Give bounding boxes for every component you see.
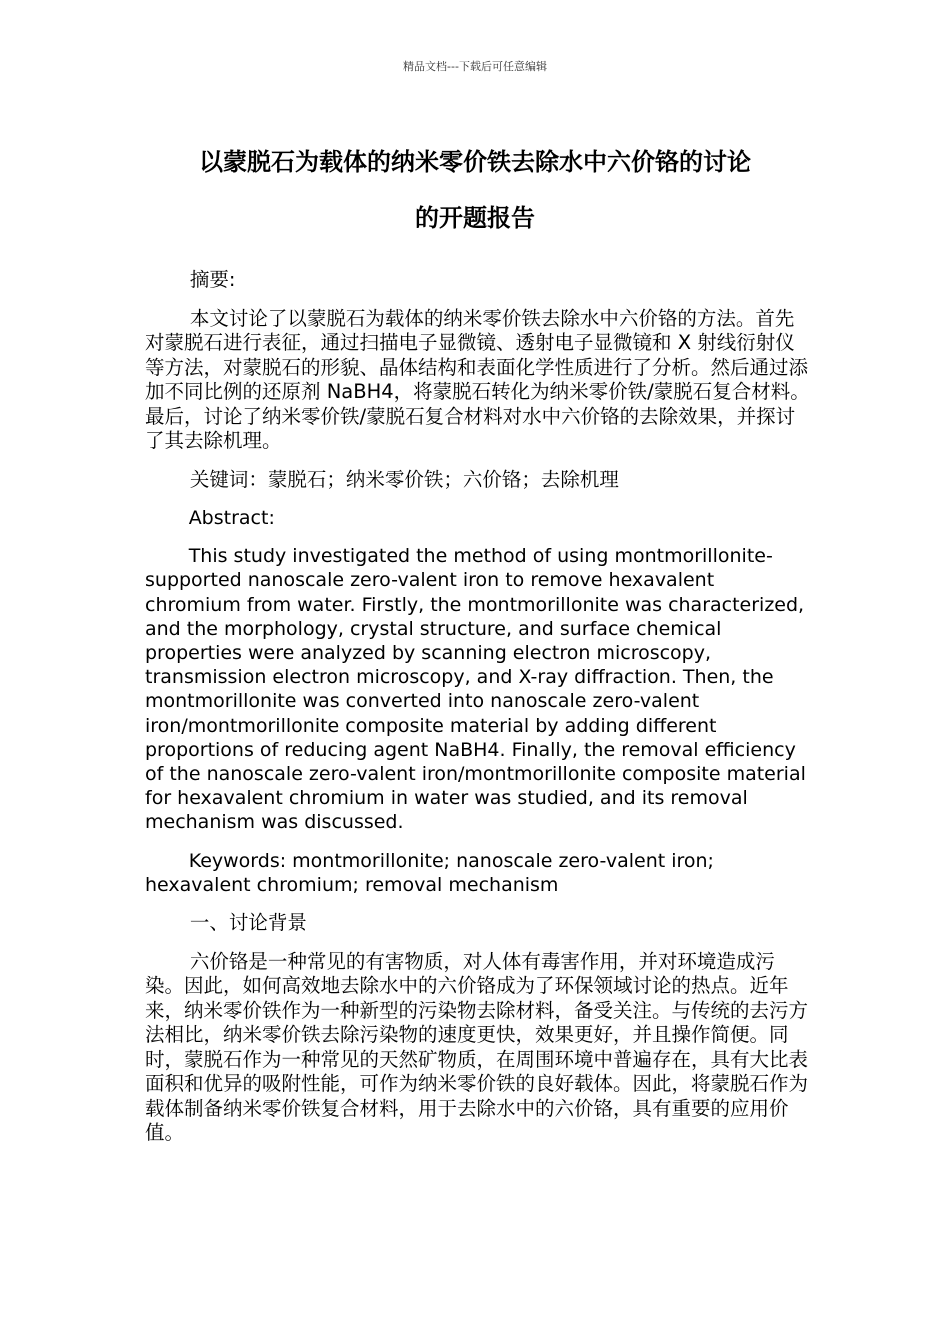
title-line-1: 以蒙脱石为载体的纳米零价铁去除水中六价铬的讨论 (199, 148, 751, 176)
section-1-heading: 一、讨论背景 (189, 911, 307, 935)
abstract-en-heading: Abstract: (188, 507, 275, 529)
document-title (140, 134, 810, 246)
page-header: 精品文档---下载后可任意编辑 (403, 60, 547, 73)
keywords-cn: 关键词：蒙脱石；纳米零价铁；六价铬；去除机理 (189, 467, 619, 491)
document-body (145, 268, 810, 1160)
keywords-en: Keywords: montmorillonite; nanoscale zero-valent iron; hexavalent chromium; removal mechanism (145, 849, 714, 896)
abstract-cn-heading: 摘要: (189, 268, 236, 291)
abstract-en-body: This study investigated the method of using montmorillonite-supported nanoscale zero-valent iron to remove hexavalent chromium from water. Firstly, the montmorillonite was characterized, and the morphology, crystal structure, and surface chemical properties were analyzed by scanning electron microscopy, transmission electron microscopy, and X-ray diffraction. Then, the montmorillonite was converted into nanoscale zero-valent iron/montmorillonite composite material by adding different proportions of reducing agent NaBH4. Finally, the removal efficiency of the nanoscale zero-valent iron/montmorillonite composite material for hexavalent chromium in water was studied, and its removal mechanism was discussed. (145, 545, 806, 834)
title-line-2: 的开题报告 (415, 204, 535, 232)
section-1-body: 六价铬是一种常见的有害物质，对人体有毒害作用，并对环境造成污染。因此，如何高效地去除水中的六价铬成为了环保领域讨论的热点。近年来，纳米零价铁作为一种新型的污染物去除材料，备受关注。与传统的去污方法相比，纳米零价铁去除污染物的速度更快，效果更好，并且操作简便。同时，蒙脱石作为一种常见的天然矿物质，在周围环境中普遍存在，具有大比表面积和优异的吸附性能，可作为纳米零价铁的良好载体。因此，将蒙脱石作为载体制备纳米零价铁复合材料，用于去除水中的六价铬，具有重要的应用价值。 (145, 949, 809, 1145)
abstract-cn-body: 本文讨论了以蒙脱石为载体的纳米零价铁去除水中六价铬的方法。首先对蒙脱石进行表征，通过扫描电子显微镜、透射电子显微镜和 X 射线衍射仪等方法，对蒙脱石的形貌、晶体结构和表面化学性质进行了分析。然后通过添加不同比例的还原剂 NaBH4，将蒙脱石转化为纳米零价铁/蒙脱石复合材料。最后，讨论了纳米零价铁/蒙脱石复合材料对水中六价铬的去除效果，并探讨了其去除机理。 (145, 306, 810, 452)
